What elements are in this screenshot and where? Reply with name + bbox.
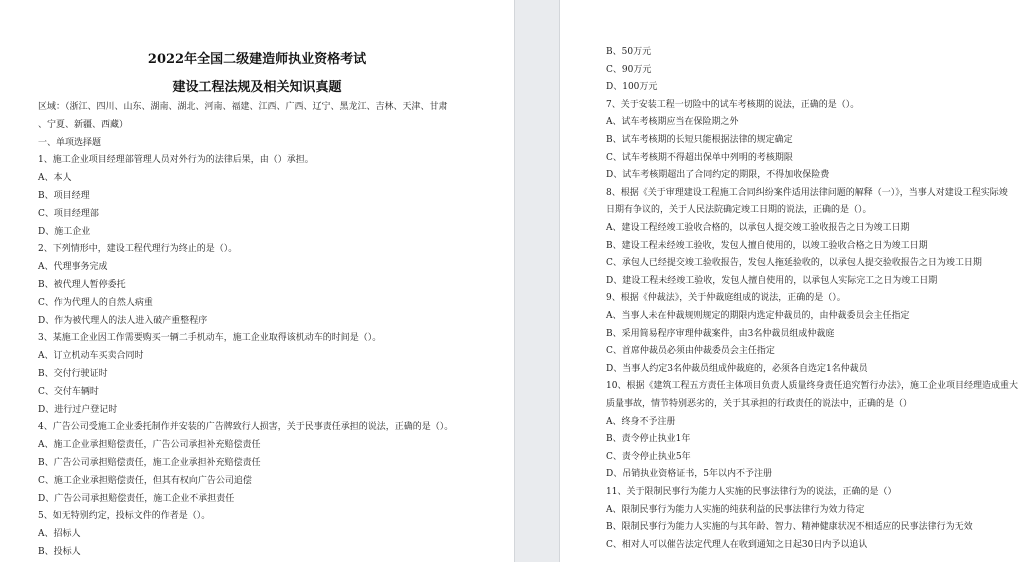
exam-subtitle: 建设工程法规及相关知识真题 bbox=[172, 80, 342, 95]
text-line: B、投标人 bbox=[38, 547, 81, 557]
text-line: A、订立机动车买卖合同时 bbox=[38, 351, 144, 362]
text-line: 1、施工企业项目经理部管理人员对外行为的法律后果，由（）承担。 bbox=[38, 155, 314, 166]
text-line: B、采用简易程序审理仲裁案件，由3名仲裁员组成仲裁庭 bbox=[606, 328, 835, 339]
text-line: 日期有争议的，关于人民法院确定竣工日期的说法，正确的是（）。 bbox=[606, 205, 872, 216]
text-line: A、试车考核期应当在保险期之外 bbox=[606, 117, 739, 128]
text-line: 9、根据《仲裁法》，关于仲裁庭组成的说法，正确的是（）。 bbox=[606, 293, 846, 304]
text-line: B、被代理人暂停委托 bbox=[38, 280, 126, 290]
text-line: D、试车考核期超出了合同约定的期限，不得加收保险费 bbox=[606, 170, 830, 181]
text-line: 5、如无特别约定，投标文件的作者是（）。 bbox=[38, 511, 211, 522]
text-line: B、试车考核期的长短只能根据法律的规定确定 bbox=[606, 135, 793, 145]
text-line: D、作为被代理人的法人进入破产重整程序 bbox=[38, 315, 208, 326]
text-line: 一、单项选择题 bbox=[38, 137, 102, 148]
text-line: D、吊销执业资格证书，5年以内不予注册 bbox=[606, 469, 772, 480]
text-line: 11、关于限制民事行为能力人实施的民事法律行为的说法，正确的是（） bbox=[606, 487, 897, 497]
text-line: 质量事故，情节特别恶劣的，关于其承担的行政责任的说法中，正确的是（） bbox=[606, 399, 913, 409]
document-page-right bbox=[560, 0, 1024, 562]
text-line: D、建设工程未经竣工验收，发包人擅自使用的，以承包人实际完工之日为竣工日期 bbox=[606, 275, 938, 286]
text-line: A、当事人未在仲裁规则规定的期限内选定仲裁员的，由仲裁委员会主任指定 bbox=[606, 311, 910, 321]
text-line: 7、关于安装工程一切险中的试车考核期的说法，正确的是（）。 bbox=[606, 99, 860, 110]
text-line: 区域：（浙江、四川、山东、湖南、湖北、河南、福建、江西、广西、辽宁、黑龙江、吉林、天津、甘肃 bbox=[38, 102, 448, 112]
text-line: C、施工企业承担赔偿责任，但其有权向广告公司追偿 bbox=[38, 475, 252, 486]
text-line: D、广告公司承担赔偿责任，施工企业不承担责任 bbox=[38, 493, 235, 504]
text-line: B、项目经理 bbox=[38, 191, 90, 201]
page-gutter bbox=[514, 0, 560, 562]
text-line: C、试车考核期不得超出保单中列明的考核期限 bbox=[606, 152, 793, 163]
text-line: D、100万元 bbox=[606, 82, 658, 93]
text-line: 3、某施工企业因工作需要购买一辆二手机动车，施工企业取得该机动车的时间是（）。 bbox=[38, 333, 382, 344]
text-line: 10、根据《建筑工程五方责任主体项目负责人质量终身责任追究暂行办法》，施工企业项目经理造成重大 bbox=[606, 381, 1018, 392]
text-line: C、交付车辆时 bbox=[38, 386, 99, 397]
text-line: 8、根据《关于审理建设工程施工合同纠纷案件适用法律问题的解释（一）》，当事人对建设工程实际竣 bbox=[606, 187, 1008, 198]
text-line: 、宁夏、新疆、西藏） bbox=[38, 119, 129, 130]
text-line: B、建设工程未经竣工验收，发包人擅自使用的，以竣工验收合格之日为竣工日期 bbox=[606, 240, 928, 251]
text-line: C、承包人已经提交竣工验收报告，发包人拖延验收的，以承包人提交验收报告之日为竣工日期 bbox=[606, 258, 982, 269]
text-line: B、广告公司承担赔偿责任，施工企业承担补充赔偿责任 bbox=[38, 458, 261, 468]
text-line: A、本人 bbox=[38, 173, 72, 184]
text-line: 2、下列情形中，建设工程代理行为终止的是（）。 bbox=[38, 244, 238, 255]
text-line: B、限制民事行为能力人实施的与其年龄、智力、精神健康状况不相适应的民事法律行为无效 bbox=[606, 522, 973, 533]
text-line: A、招标人 bbox=[38, 529, 81, 540]
text-line: A、建设工程经竣工验收合格的，以承包人提交竣工验收报告之日为竣工日期 bbox=[606, 223, 910, 233]
text-line: C、相对人可以催告法定代理人在收到通知之日起30日内予以追认 bbox=[606, 539, 868, 550]
text-line: C、作为代理人的自然人病重 bbox=[38, 297, 153, 308]
text-line: B、交付行驶证时 bbox=[38, 369, 108, 379]
text-line: 4、广告公司受施工企业委托制作并安装的广告牌致行人损害，关于民事责任承担的说法，正确的是（）。 bbox=[38, 422, 454, 433]
text-line: C、首席仲裁员必须由仲裁委员会主任指定 bbox=[606, 346, 775, 357]
text-line: B、50万元 bbox=[606, 47, 652, 57]
text-line: D、施工企业 bbox=[38, 226, 91, 237]
text-line: A、代理事务完成 bbox=[38, 262, 108, 273]
text-line: C、项目经理部 bbox=[38, 208, 99, 219]
exam-title: 2022年全国二级建造师执业资格考试 bbox=[147, 52, 367, 67]
text-line: C、责令停止执业5年 bbox=[606, 451, 691, 462]
text-line: A、施工企业承担赔偿责任，广告公司承担补充赔偿责任 bbox=[38, 440, 261, 451]
text-line: A、终身不予注册 bbox=[606, 416, 676, 427]
text-line: D、进行过户登记时 bbox=[38, 404, 118, 415]
text-line: A、限制民事行为能力人实施的纯获利益的民事法律行为效力待定 bbox=[606, 504, 865, 515]
text-line: B、责令停止执业1年 bbox=[606, 434, 691, 445]
text-line: D、当事人约定3名仲裁员组成仲裁庭的，必须各自选定1名仲裁员 bbox=[606, 363, 868, 374]
text-line: C、90万元 bbox=[606, 64, 652, 75]
